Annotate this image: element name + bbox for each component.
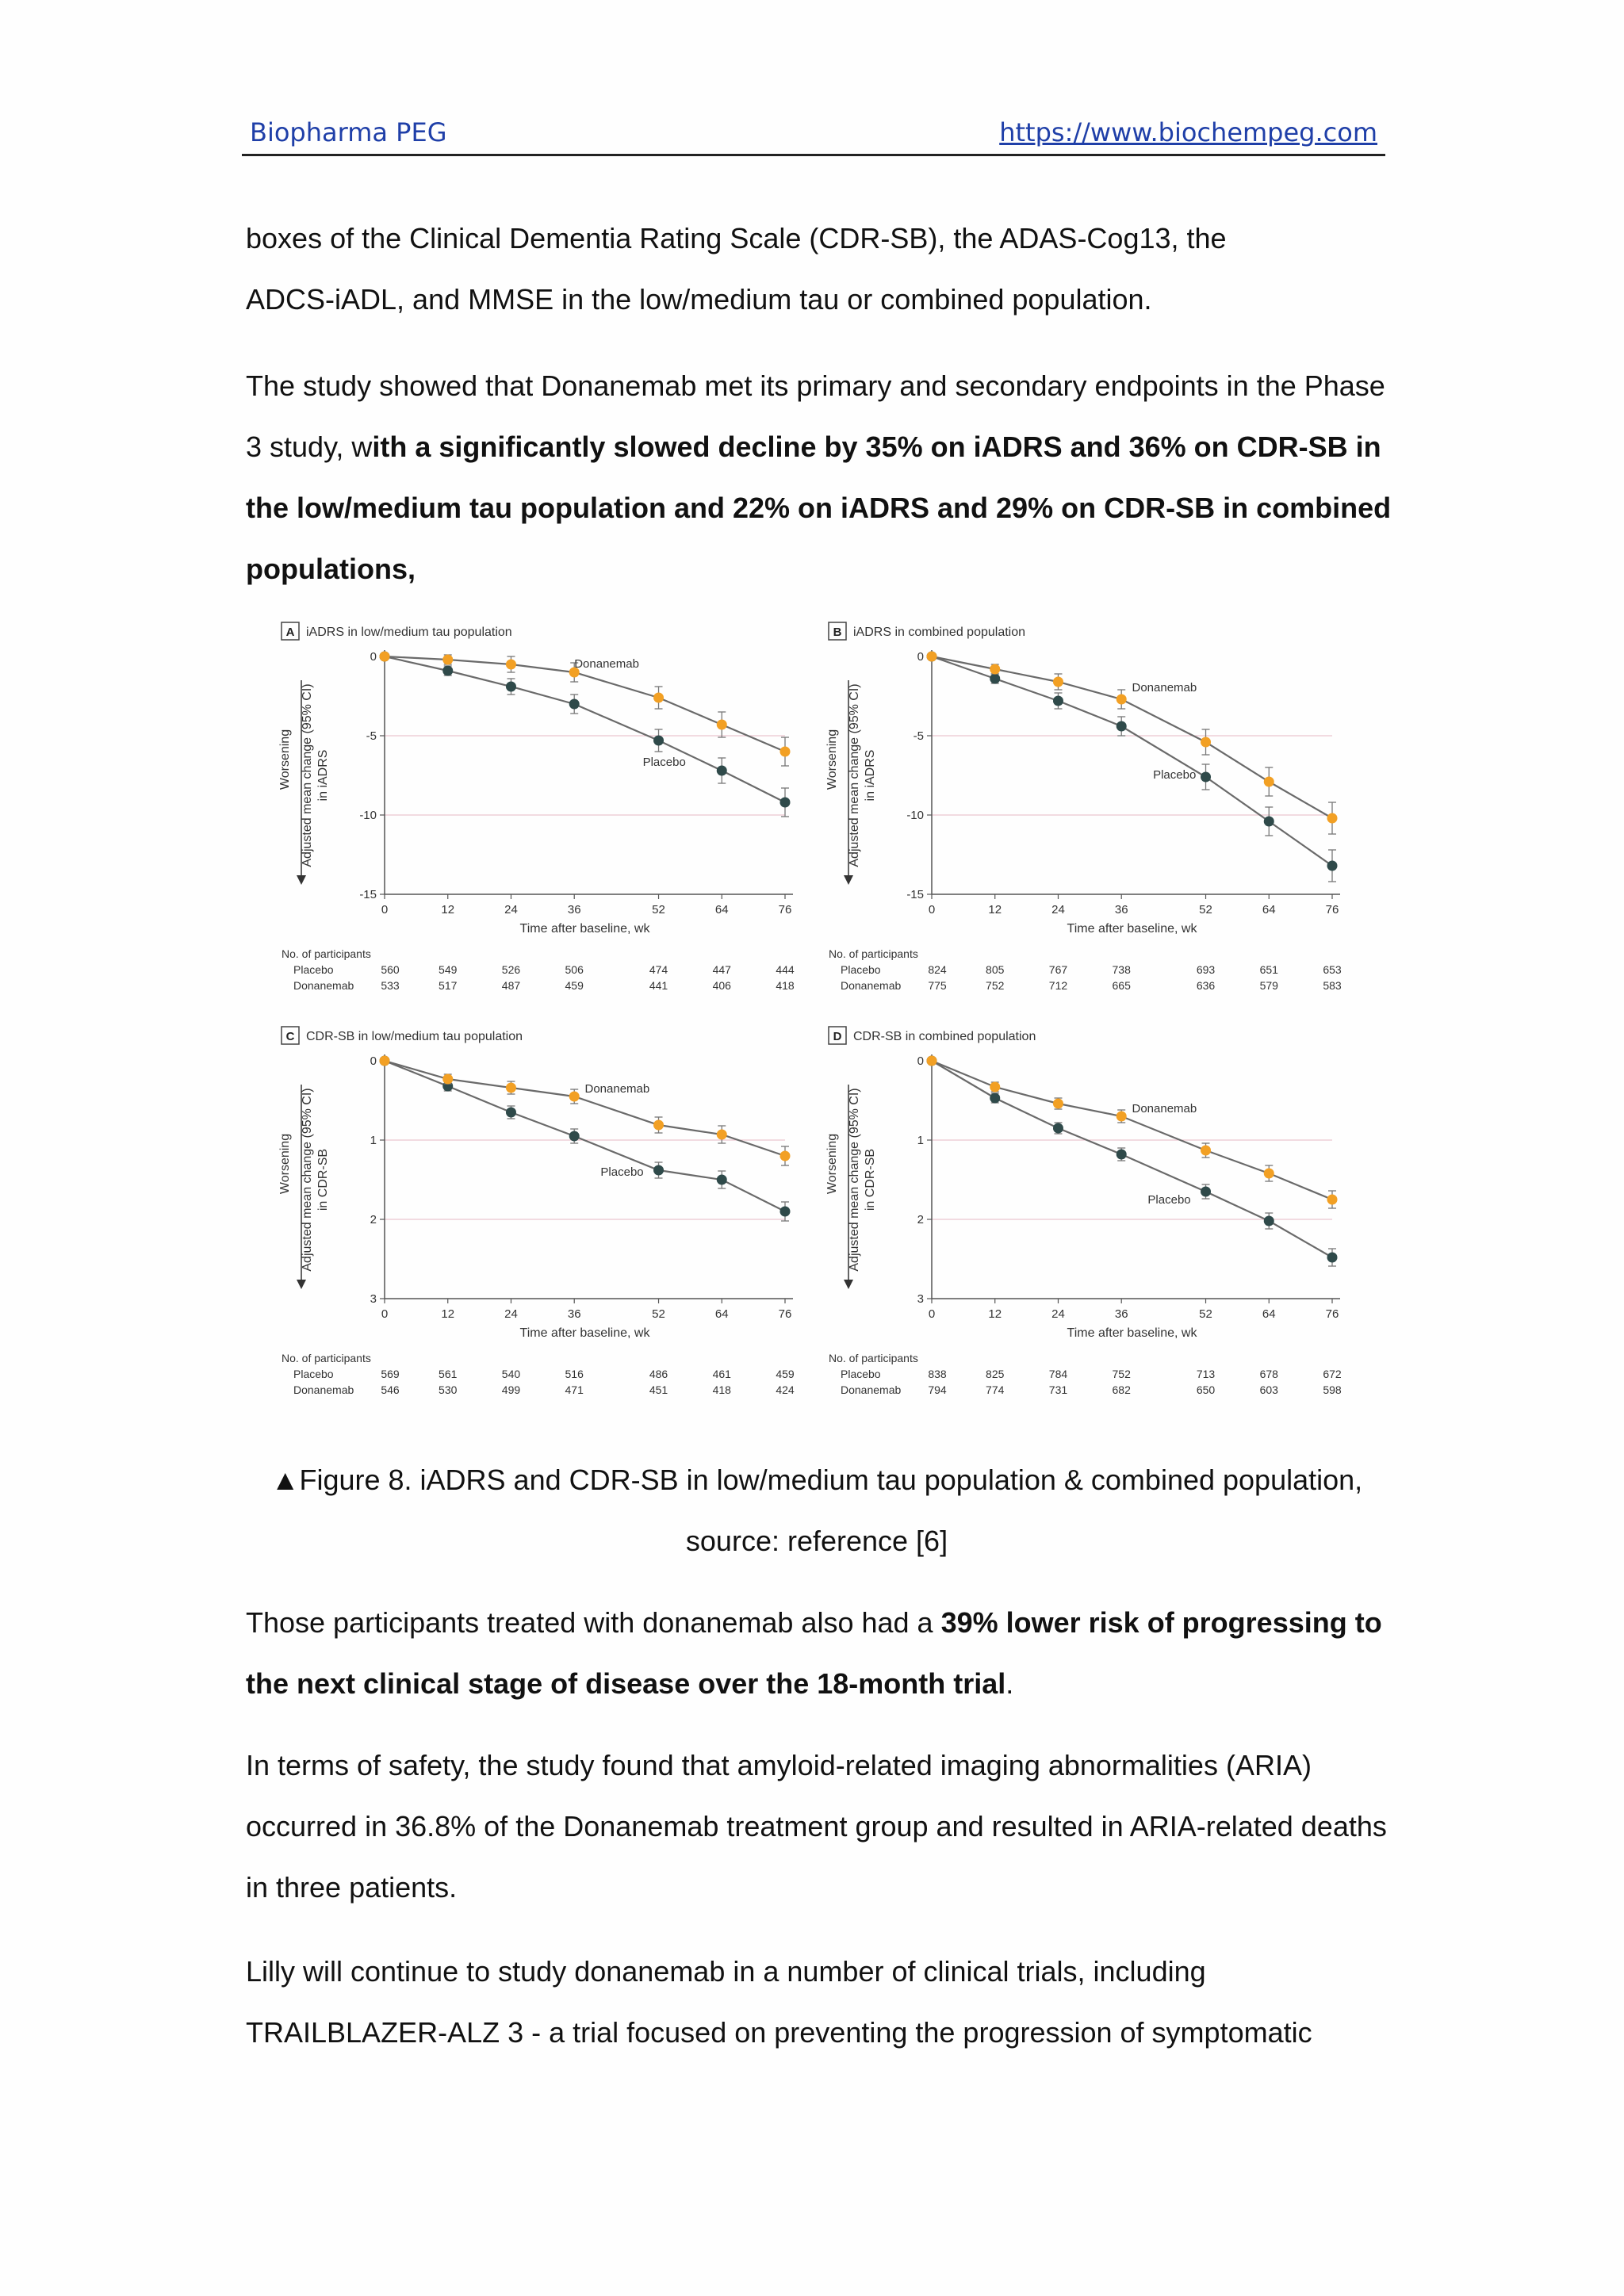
- panel-c-participants-count: 561: [439, 1368, 458, 1380]
- paragraph-4: In terms of safety, the study found that amyloid-related imaging abnormalities (ARIA) occurred in 36.8% of the Donanemab treatment group and resulted in ARIA-related deaths in three patients.: [246, 1749, 1387, 1904]
- panel-a-y-axis-label-line-2: in iADRS: [316, 749, 330, 802]
- panel-c-x-tick-label: 12: [441, 1307, 455, 1321]
- panel-a-placebo-series-label: Placebo: [642, 756, 686, 769]
- panel-d-donanemab-point: [990, 1082, 1000, 1093]
- panel-d-letter: D: [833, 1030, 842, 1043]
- panel-a-participants-count: 406: [712, 979, 731, 992]
- paragraph-2-bold: ith a significantly slowed decline by 35% on iADRS and 36% on CDR-SB in the low/medium tau population and 22% on iADRS and 29% on CDR-SB in combined populations,: [246, 430, 1392, 585]
- panel-b-participants-count: 636: [1196, 979, 1216, 992]
- panel-d-donanemab-point: [1116, 1112, 1127, 1122]
- panel-c-participants-heading: No. of participants: [282, 1352, 371, 1364]
- panel-a-participants-count: 506: [565, 963, 584, 976]
- panel-a-y-axis-label-line-1: Adjusted mean change (95% CI): [301, 683, 314, 867]
- panel-a-x-axis-label: Time after baseline, wk: [519, 922, 650, 936]
- figure-caption-line-2: source: reference [6]: [685, 1525, 948, 1557]
- panel-c-direction-arrow-head: [297, 1280, 306, 1289]
- panel-b-x-tick-label: 12: [988, 903, 1002, 916]
- panel-c-y-axis-label-line-1: Adjusted mean change (95% CI): [301, 1088, 314, 1272]
- panel-c-participants-row-name: Donanemab: [293, 1383, 354, 1396]
- paragraph-3: [246, 1592, 1396, 1714]
- panel-b-placebo-point: [990, 674, 1000, 684]
- panel-c-title: CDR-SB in low/medium tau population: [306, 1030, 523, 1043]
- panel-d-direction-arrow-head: [844, 1280, 853, 1289]
- panel-d-placebo-point: [1053, 1123, 1063, 1134]
- panel-b-placebo-point: [1327, 861, 1338, 871]
- panel-a-placebo-line: [385, 656, 785, 802]
- panel-c-y-tick-label: 2: [370, 1213, 377, 1226]
- panel-d-participants-count: 752: [1112, 1368, 1131, 1380]
- panel-a-x-tick-label: 12: [441, 903, 455, 916]
- panel-b-placebo-point: [1116, 721, 1127, 732]
- panel-a-x-tick-label: 76: [778, 903, 792, 916]
- panel-b-direction-label: Worsening: [825, 729, 839, 790]
- panel-b-title: iADRS in combined population: [853, 626, 1026, 639]
- panel-b-participants-count: 665: [1112, 979, 1131, 992]
- paragraph-3-intro: Those participants treated with donanemab also had a: [246, 1606, 941, 1639]
- panel-b-participants-count: 653: [1323, 963, 1342, 976]
- panel-b-participants-count: 693: [1196, 963, 1216, 976]
- panel-b-placebo-series-label: Placebo: [1153, 768, 1197, 782]
- panel-d-participants-count: 672: [1323, 1368, 1342, 1380]
- panel-b-participants-count: 767: [1048, 963, 1068, 976]
- panel-d-participants-count: 731: [1048, 1383, 1068, 1396]
- panel-a-x-tick-label: 52: [652, 903, 665, 916]
- panel-b-x-tick-label: 52: [1199, 903, 1212, 916]
- panel-b-y-tick-label: -5: [913, 729, 924, 743]
- panel-a-participants-count: 441: [649, 979, 668, 992]
- paragraph-1-line-2: ADCS-iADL, and MMSE in the low/medium tau or combined population.: [246, 283, 1152, 316]
- panel-a-donanemab-point: [506, 660, 516, 670]
- panel-d-x-tick-label: 0: [928, 1307, 936, 1321]
- panel-c-y-tick-label: 0: [370, 1054, 377, 1068]
- paragraph-3-end: .: [1005, 1667, 1014, 1700]
- panel-a-direction-label: Worsening: [278, 729, 292, 790]
- panel-b-x-tick-label: 36: [1114, 903, 1128, 916]
- panel-c-letter: C: [285, 1030, 295, 1043]
- panel-d-placebo-series-label: Placebo: [1147, 1193, 1191, 1207]
- panel-c-placebo-series-label: Placebo: [600, 1165, 644, 1179]
- panel-a-participants-count: 459: [565, 979, 584, 992]
- panel-c-x-tick-label: 52: [652, 1307, 665, 1321]
- panel-a-donanemab-point: [717, 720, 727, 730]
- panel-a-title: iADRS in low/medium tau population: [306, 626, 512, 639]
- figure-8: [270, 610, 1364, 1419]
- paragraph-2-intro: The study showed that Donanemab met its primary and secondary endpoints in the Phase 3 study, w: [246, 369, 1385, 463]
- panel-d-y-axis-label-line-2: in CDR-SB: [864, 1148, 877, 1211]
- panel-d-placebo-point: [990, 1093, 1000, 1104]
- panel-d-title: CDR-SB in combined population: [853, 1030, 1036, 1043]
- panel-b-participants-count: 752: [986, 979, 1005, 992]
- figure-8-charts: [270, 610, 1364, 1419]
- panel-d-donanemab-point: [1201, 1146, 1211, 1156]
- panel-a-x-tick-label: 64: [714, 903, 729, 916]
- panel-d-y-tick-label: 1: [917, 1134, 924, 1147]
- panel-c-donanemab-series-label: Donanemab: [584, 1082, 650, 1096]
- panel-d-placebo-point: [1116, 1150, 1127, 1160]
- panel-d-participants-count: 598: [1323, 1383, 1342, 1396]
- panel-c-participants-count: 461: [712, 1368, 731, 1380]
- panel-b-participants-count: 651: [1259, 963, 1278, 976]
- panel-d-participants-count: 838: [928, 1368, 947, 1380]
- panel-a-placebo-point: [780, 798, 791, 808]
- paragraph-1: [246, 208, 1396, 330]
- panel-b-participants-row-name: Donanemab: [841, 979, 902, 992]
- panel-a-donanemab-series-label: Donanemab: [574, 657, 639, 671]
- panel-b-donanemab-point: [990, 664, 1000, 675]
- panel-d-donanemab-point: [1327, 1195, 1338, 1205]
- panel-a-placebo-point: [717, 766, 727, 776]
- panel-b-participants-count: 824: [928, 963, 947, 976]
- panel-b-donanemab-point: [1327, 813, 1338, 824]
- panel-a-y-tick-label: 0: [370, 650, 377, 664]
- panel-a-direction-arrow-head: [297, 875, 306, 885]
- panel-c-placebo-point: [717, 1175, 727, 1185]
- panel-c-placebo-point: [780, 1207, 791, 1217]
- panel-c-participants-count: 424: [776, 1383, 795, 1396]
- panel-a-participants-count: 447: [712, 963, 731, 976]
- panel-b-letter: B: [833, 626, 842, 639]
- panel-b-x-tick-label: 0: [928, 903, 936, 916]
- panel-c-participants-count: 459: [776, 1368, 795, 1380]
- panel-a-participants-count: 418: [776, 979, 795, 992]
- panel-a-x-tick-label: 0: [381, 903, 389, 916]
- panel-c-participants-count: 569: [381, 1368, 400, 1380]
- panel-b-y-axis-label-line-1: Adjusted mean change (95% CI): [848, 683, 861, 867]
- panel-b-participants-count: 712: [1048, 979, 1068, 992]
- panel-b-participants-count: 583: [1323, 979, 1342, 992]
- panel-c-x-tick-label: 0: [381, 1307, 389, 1321]
- panel-b-donanemab-point: [1264, 777, 1274, 787]
- panel-b-y-tick-label: -15: [906, 888, 924, 901]
- panel-c-participants-count: 530: [439, 1383, 458, 1396]
- panel-d-donanemab-point: [1053, 1099, 1063, 1109]
- panel-d-participants-count: 794: [928, 1383, 947, 1396]
- panel-d-donanemab-point: [1264, 1169, 1274, 1179]
- header-brand: Biopharma PEG: [250, 117, 447, 147]
- panel-b-y-tick-label: -10: [906, 809, 924, 822]
- panel-c-participants-count: 451: [649, 1383, 668, 1396]
- panel-c-participants-count: 546: [381, 1383, 400, 1396]
- panel-d-donanemab-line: [932, 1061, 1332, 1200]
- panel-d-y-tick-label: 0: [917, 1054, 924, 1068]
- panel-a-donanemab-point: [653, 693, 664, 703]
- panel-a-participants-count: 526: [501, 963, 521, 976]
- panel-c-participants-count: 418: [712, 1383, 731, 1396]
- panel-c-participants-count: 516: [565, 1368, 584, 1380]
- panel-c-direction-label: Worsening: [278, 1133, 292, 1195]
- page-header: [242, 113, 1385, 156]
- panel-c-x-axis-label: Time after baseline, wk: [519, 1326, 650, 1340]
- figure-caption-line-1: ▲Figure 8. iADRS and CDR-SB in low/medium tau population & combined population,: [270, 1464, 1363, 1496]
- panel-d-donanemab-point: [927, 1056, 937, 1066]
- panel-d-direction-label: Worsening: [825, 1133, 839, 1195]
- panel-c-donanemab-point: [442, 1074, 453, 1085]
- panel-b-y-axis-label-line-2: in iADRS: [864, 749, 877, 802]
- panel-b-x-tick-label: 76: [1325, 903, 1339, 916]
- panel-c-x-tick-label: 64: [714, 1307, 729, 1321]
- panel-a-participants-count: 474: [649, 963, 668, 976]
- panel-a-x-tick-label: 36: [567, 903, 581, 916]
- panel-a-participants-row-name: Placebo: [293, 963, 334, 976]
- panel-a-placebo-point: [569, 699, 580, 710]
- panel-b-x-tick-label: 24: [1051, 903, 1065, 916]
- panel-d-participants-count: 650: [1196, 1383, 1216, 1396]
- panel-c-x-tick-label: 36: [567, 1307, 581, 1321]
- panel-a-donanemab-point: [780, 747, 791, 757]
- panel-b-participants-row-name: Placebo: [841, 963, 881, 976]
- panel-a-placebo-point: [442, 666, 453, 676]
- panel-a-participants-heading: No. of participants: [282, 947, 371, 960]
- panel-d-x-tick-label: 76: [1325, 1307, 1339, 1321]
- panel-c-y-tick-label: 1: [370, 1134, 377, 1147]
- panel-d-x-tick-label: 24: [1051, 1307, 1065, 1321]
- panel-c-donanemab-point: [506, 1083, 516, 1093]
- panel-b-donanemab-point: [927, 652, 937, 662]
- panel-c-donanemab-point: [717, 1130, 727, 1140]
- panel-a-participants-count: 549: [439, 963, 458, 976]
- panel-d-participants-count: 784: [1048, 1368, 1068, 1380]
- panel-a-participants-count: 444: [776, 963, 795, 976]
- panel-c-donanemab-point: [653, 1120, 664, 1131]
- panel-b-donanemab-point: [1201, 737, 1211, 748]
- panel-d-x-axis-label: Time after baseline, wk: [1067, 1326, 1197, 1340]
- panel-c-participants-count: 471: [565, 1383, 584, 1396]
- paragraph-3-bold: 39% lower risk of progressing to the next clinical stage of disease over the 18-month trial: [246, 1606, 1382, 1700]
- panel-b-donanemab-series-label: Donanemab: [1132, 681, 1197, 695]
- panel-a-donanemab-point: [442, 655, 453, 665]
- panel-a-y-tick-label: -15: [359, 888, 377, 901]
- panel-a-donanemab-point: [380, 652, 390, 662]
- panel-d-y-axis-label-line-1: Adjusted mean change (95% CI): [848, 1088, 861, 1272]
- panel-d-x-tick-label: 52: [1199, 1307, 1212, 1321]
- panel-b-y-tick-label: 0: [917, 650, 924, 664]
- panel-c-y-axis-label-line-2: in CDR-SB: [316, 1148, 330, 1211]
- panel-d-x-tick-label: 36: [1114, 1307, 1128, 1321]
- panel-a-y-tick-label: -10: [359, 809, 377, 822]
- panel-b-direction-arrow-head: [844, 875, 853, 885]
- panel-b-x-tick-label: 64: [1262, 903, 1276, 916]
- panel-d-participants-heading: No. of participants: [829, 1352, 918, 1364]
- panel-a-participants-count: 560: [381, 963, 400, 976]
- panel-d-y-tick-label: 3: [917, 1292, 924, 1306]
- panel-d-participants-count: 825: [986, 1368, 1005, 1380]
- panel-d-placebo-point: [1264, 1216, 1274, 1226]
- panel-a-participants-row-name: Donanemab: [293, 979, 354, 992]
- panel-c-placebo-point: [569, 1131, 580, 1142]
- panel-a-placebo-point: [653, 736, 664, 746]
- panel-b-participants-heading: No. of participants: [829, 947, 918, 960]
- panel-a-placebo-point: [506, 682, 516, 692]
- panel-d-participants-count: 774: [986, 1383, 1005, 1396]
- panel-a-y-tick-label: -5: [366, 729, 377, 743]
- figure-caption: [246, 1449, 1388, 1571]
- panel-b-participants-count: 738: [1112, 963, 1131, 976]
- panel-b-placebo-point: [1053, 696, 1063, 706]
- panel-c-participants-row-name: Placebo: [293, 1368, 334, 1380]
- panel-d-participants-count: 678: [1259, 1368, 1278, 1380]
- panel-b-donanemab-point: [1116, 695, 1127, 705]
- panel-a-participants-count: 533: [381, 979, 400, 992]
- panel-c-participants-count: 499: [501, 1383, 521, 1396]
- paragraph-2: [246, 355, 1396, 599]
- panel-d-participants-count: 713: [1196, 1368, 1216, 1380]
- panel-c-donanemab-point: [380, 1056, 390, 1066]
- panel-b-x-axis-label: Time after baseline, wk: [1067, 922, 1197, 936]
- panel-c-donanemab-point: [780, 1151, 791, 1161]
- panel-c-x-tick-label: 76: [778, 1307, 792, 1321]
- panel-a-x-tick-label: 24: [504, 903, 518, 916]
- panel-b-placebo-point: [1264, 817, 1274, 827]
- panel-b-participants-count: 579: [1259, 979, 1278, 992]
- panel-b-donanemab-point: [1053, 677, 1063, 687]
- panel-c-y-tick-label: 3: [370, 1292, 377, 1306]
- panel-d-donanemab-series-label: Donanemab: [1132, 1102, 1197, 1115]
- paragraph-5: Lilly will continue to study donanemab in a number of clinical trials, including TRAILBLAZER-ALZ 3 - a trial focused on preventing the progression of symptomatic: [246, 1955, 1312, 2049]
- panel-d-y-tick-label: 2: [917, 1213, 924, 1226]
- panel-d-participants-row-name: Donanemab: [841, 1383, 902, 1396]
- panel-d-participants-row-name: Placebo: [841, 1368, 881, 1380]
- panel-c-participants-count: 486: [649, 1368, 668, 1380]
- panel-b-participants-count: 775: [928, 979, 947, 992]
- panel-c-placebo-point: [506, 1108, 516, 1118]
- panel-c-placebo-point: [653, 1165, 664, 1176]
- panel-c-x-tick-label: 24: [504, 1307, 518, 1321]
- panel-d-participants-count: 603: [1259, 1383, 1278, 1396]
- panel-d-x-tick-label: 64: [1262, 1307, 1276, 1321]
- panel-c-participants-count: 540: [501, 1368, 521, 1380]
- panel-b-placebo-point: [1201, 772, 1211, 783]
- panel-a-participants-count: 517: [439, 979, 458, 992]
- panel-c-donanemab-point: [569, 1092, 580, 1102]
- header-url-link[interactable]: https://www.biochempeg.com: [999, 117, 1377, 147]
- panel-a-participants-count: 487: [501, 979, 521, 992]
- panel-a-letter: A: [285, 626, 295, 639]
- panel-d-placebo-point: [1201, 1187, 1211, 1197]
- panel-d-x-tick-label: 12: [988, 1307, 1002, 1321]
- paragraph-1-line-1: boxes of the Clinical Dementia Rating Scale (CDR-SB), the ADAS-Cog13, the: [246, 222, 1227, 254]
- panel-b-participants-count: 805: [986, 963, 1005, 976]
- panel-d-placebo-point: [1327, 1253, 1338, 1263]
- panel-d-participants-count: 682: [1112, 1383, 1131, 1396]
